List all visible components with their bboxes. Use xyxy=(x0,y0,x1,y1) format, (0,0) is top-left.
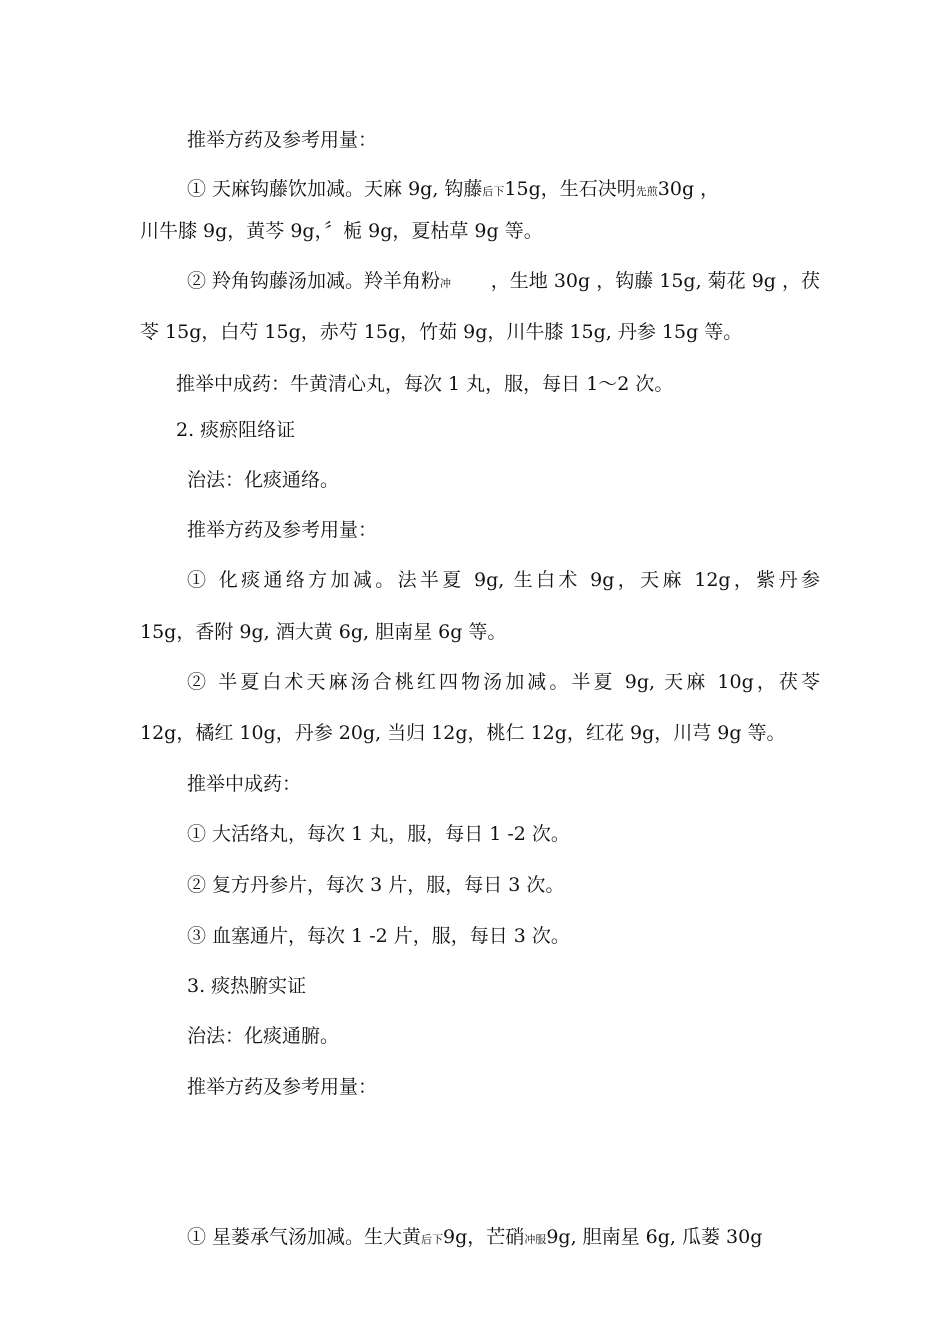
formula-3-line-2: 15g，香附 9g, 酒大黄 6g, 胆南星 6g 等。 xyxy=(140,621,507,643)
annotation-houxia: 后下 xyxy=(482,185,505,198)
text: 9g，芒硝 xyxy=(443,1226,525,1248)
formula-1-line-1 xyxy=(187,176,719,205)
formula-1-line-2: 川牛膝 9g，黄芩 9g，〞栀 9g，夏枯草 9g 等。 xyxy=(140,220,543,242)
prescription-heading-1: 推举方药及参考用量： xyxy=(187,129,378,151)
formula-3-line-1: ① 化痰通络方加减。法半夏 9g, 生白术 9g，天麻 12g，紫丹参 xyxy=(187,569,820,591)
formula-2-line-1 xyxy=(187,268,820,297)
annotation-chongfu: 冲服 xyxy=(524,1233,547,1246)
annotation-xianjian: 先煎 xyxy=(635,185,658,198)
text: ① 星蒌承气汤加减。生大黄 xyxy=(187,1226,422,1248)
text: 30g ， xyxy=(657,178,720,200)
patent-medicine-2-2: ② 复方丹参片，每次 3 片，服，每日 3 次。 xyxy=(187,874,565,896)
annotation-houxia: 后下 xyxy=(421,1233,444,1246)
patent-medicine-heading-2: 推举中成药： xyxy=(187,773,302,795)
patent-medicine-2-3: ③ 血塞通片，每次 1 -2 片，服，每日 3 次。 xyxy=(187,925,570,947)
section-2-heading: 2. 痰瘀阻络证 xyxy=(176,419,296,441)
treatment-method-2: 治法：化痰通络。 xyxy=(187,469,340,491)
prescription-heading-2: 推举方药及参考用量： xyxy=(187,519,378,541)
prescription-heading-3: 推举方药及参考用量： xyxy=(187,1076,378,1098)
formula-4-line-2: 12g，橘红 10g，丹参 20g, 当归 12g，桃仁 12g，红花 9g，川芎 9g 等。 xyxy=(140,722,786,744)
text: ② 羚角钩藤汤加减。羚羊角粉 xyxy=(187,270,441,292)
text: 9g, 胆南星 6g, 瓜蒌 30g xyxy=(546,1226,763,1248)
text: ① 天麻钩藤饮加减。天麻 9g, 钩藤 xyxy=(187,178,483,200)
patent-medicine-1: 推举中成药：牛黄清心丸，每次 1 丸，服，每日 1〜2 次。 xyxy=(176,373,674,395)
formula-5-line-1 xyxy=(187,1224,762,1253)
patent-medicine-2-1: ① 大活络丸，每次 1 丸，服，每日 1 -2 次。 xyxy=(187,823,570,845)
formula-4-line-1: ② 半夏白术天麻汤合桃红四物汤加减。半夏 9g, 天麻 10g，茯苓 xyxy=(187,671,820,693)
annotation-chong: 冲 xyxy=(440,277,452,290)
text: 15g，生石决明 xyxy=(504,178,636,200)
formula-2-line-2: 苓 15g，白芍 15g，赤芍 15g，竹茹 9g，川牛膝 15g, 丹参 15g 等。 xyxy=(140,321,743,343)
text: ，生地 30g ，钩藤 15g, 菊花 9g ，茯 xyxy=(490,270,820,292)
section-3-heading: 3. 痰热腑实证 xyxy=(187,975,307,997)
treatment-method-3: 治法：化痰通腑。 xyxy=(187,1025,340,1047)
